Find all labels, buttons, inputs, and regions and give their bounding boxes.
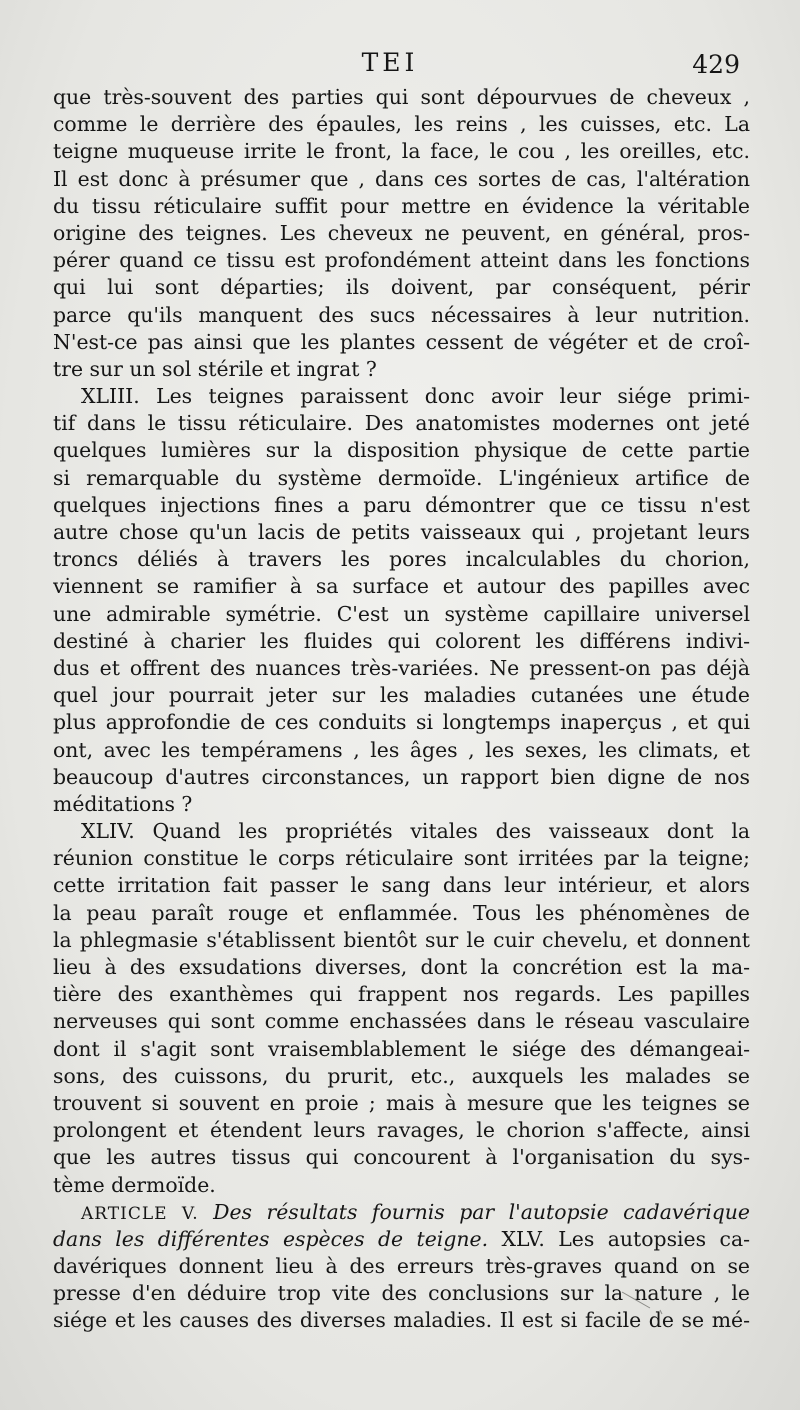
text-line: parce qu'ils manquent des sucs nécessaires à leur nutrition. — [53, 302, 750, 327]
text-line: cette irritation fait passer le sang dans leur intérieur, et alors — [53, 873, 750, 898]
body-text — [53, 84, 750, 1335]
text-line: tre sur un sol stérile et ingrat ? — [53, 356, 377, 381]
text-line: quelques lumières sur la disposition physique de cette partie — [53, 438, 750, 463]
text-line: destiné à charier les fluides qui colorent les différens indivi- — [53, 628, 750, 653]
text-line: plus approfondie de ces conduits si longtemps inaperçus , et qui — [53, 710, 750, 735]
text-line: tière des exanthèmes qui frappent nos regards. Les papilles — [53, 982, 750, 1007]
text-line: teigne muqueuse irrite le front, la face, le cou , les oreilles, etc. — [53, 139, 750, 164]
text-line: la phlegmasie s'établissent bientôt sur le cuir chevelu, et donnent — [53, 927, 750, 952]
text-line: tème dermoïde. — [53, 1172, 216, 1197]
text-line: quel jour pourrait jeter sur les maladies cutanées une étude — [53, 683, 750, 708]
text-line: du tissu réticulaire suffit pour mettre en évidence la véritable — [53, 193, 750, 218]
text-line: siége et les causes des diverses maladies. Il est si facile de se mé- — [53, 1308, 750, 1333]
text-line: prolongent et étendent leurs ravages, le chorion s'affecte, ainsi — [53, 1118, 750, 1143]
article-heading-line — [53, 1199, 750, 1226]
running-head: TEI — [361, 48, 419, 77]
text-line: quelques injections fines a paru démontrer que ce tissu n'est — [53, 492, 750, 517]
text-line: que les autres tissus qui concourent à l'organisation du sys- — [53, 1145, 750, 1170]
article-heading-line-2 — [53, 1226, 750, 1253]
page-number: 429 — [692, 50, 740, 79]
text-line: dus et offrent des nuances très-variées. Ne pressent-on pas déjà — [53, 655, 750, 680]
paper-mark — [620, 1288, 690, 1318]
text-line: réunion constitue le corps réticulaire sont irritées par la teigne; — [53, 846, 750, 871]
section-xliv-start: XLIV. Quand les propriétés vitales des vaisseaux dont la — [81, 819, 750, 844]
text-line: nerveuses qui sont comme enchassées dans le réseau vasculaire — [53, 1009, 750, 1034]
text-line: davériques donnent lieu à des erreurs très-graves quand on se — [53, 1254, 750, 1279]
text-line: Il est donc à présumer que , dans ces sortes de cas, l'altération — [53, 166, 750, 191]
section-xliii-start: XLIII. Les teignes paraissent donc avoir leur siége primi- — [81, 384, 750, 409]
article-title-part2: dans les différentes espèces de teigne. — [53, 1226, 489, 1251]
text-line: comme le derrière des épaules, les reins , les cuisses, etc. La — [53, 112, 750, 137]
text-line: pérer quand ce tissu est profondément atteint dans les fonctions — [53, 248, 750, 273]
text-line: trouvent si souvent en proie ; mais à mesure que les teignes se — [53, 1090, 750, 1115]
text-line: dont il s'agit sont vraisemblablement le siége des démangeai- — [53, 1036, 750, 1061]
text-line: une admirable symétrie. C'est un système capillaire universel — [53, 601, 750, 626]
article-label: ARTICLE V. — [81, 1203, 199, 1224]
text-line: ont, avec les tempéramens , les âges , les sexes, les climats, et — [53, 737, 750, 762]
text-line: sons, des cuissons, du prurit, etc., auxquels les malades se — [53, 1063, 750, 1088]
text-line: que très-souvent des parties qui sont dépourvues de cheveux , — [53, 85, 750, 109]
text-line: troncs déliés à travers les pores incalculables du chorion, — [53, 547, 750, 572]
text-line: qui lui sont départies; ils doivent, par conséquent, périr — [53, 275, 750, 300]
text-line: beaucoup d'autres circonstances, un rapport bien digne de nos — [53, 764, 750, 789]
text-line: N'est-ce pas ainsi que les plantes cessent de végéter et de croî- — [53, 329, 750, 354]
text-line: tif dans le tissu réticulaire. Des anatomistes modernes ont jeté — [53, 411, 750, 436]
text-line: si remarquable du système dermoïde. L'ingénieux artifice de — [53, 465, 750, 490]
text-line: lieu à des exsudations diverses, dont la concrétion est la ma- — [53, 955, 750, 979]
text-line: autre chose qu'un lacis de petits vaisseaux qui , projetant leurs — [53, 520, 750, 544]
text-line: viennent se ramifier à sa surface et autour des papilles avec — [53, 574, 750, 599]
article-title-part1: Des résultats fournis par l'autopsie cadavérique — [213, 1199, 750, 1224]
text-line: presse d'en déduire trop vite des conclusions sur la nature , le — [53, 1281, 750, 1306]
page-header — [40, 46, 740, 86]
text-line: la peau paraît rouge et enflammée. Tous les phénomènes de — [53, 900, 750, 925]
text-line: origine des teignes. Les cheveux ne peuvent, en général, pros- — [53, 220, 750, 245]
section-xlv-start: XLV. Les autopsies ca- — [488, 1226, 750, 1251]
text-line: méditations ? — [53, 791, 193, 816]
